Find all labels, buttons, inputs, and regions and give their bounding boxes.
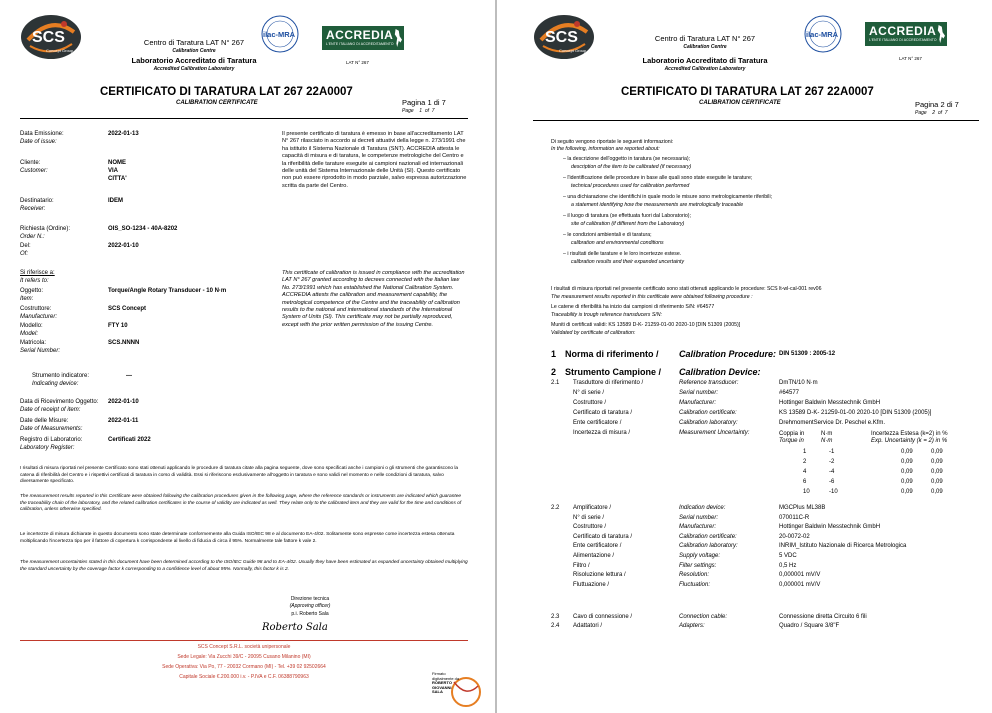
chain-en: Traceability is trough reference transducers S/N: — [551, 312, 662, 318]
page-indicator — [402, 98, 446, 107]
subsection-2-4-number: 2.4 — [551, 623, 560, 629]
refers-label: Si riferisce a: — [20, 270, 55, 276]
item-value: FTY 10 — [108, 323, 128, 329]
row-value: 0,000001 mV/V — [779, 572, 821, 579]
field-label: Cliente: — [20, 160, 41, 166]
stamp-line-2: digitalmente da — [432, 675, 460, 681]
page-sub-2: Page — [915, 110, 927, 116]
bullet-it: – le condizioni ambientali e di taratura; — [563, 232, 652, 238]
footer-line: Capitale Sociale €.200.000 i.v. - P.IVA e C.F. 06388790963 — [179, 674, 309, 680]
centre-title: Centro di Taratura LAT N° 267 — [143, 38, 245, 47]
unc-cell: 2 — [803, 459, 807, 465]
unc-cell: 0,09 — [931, 489, 943, 495]
row-value: Hottinger Baldwin Messtechnik GmbH — [779, 400, 881, 406]
lat-code: LAT N° 267 — [346, 60, 369, 65]
row-value: INRIM_Istituto Nazionale di Ricerca Metrologica — [779, 543, 907, 550]
unc-cell: 0,09 — [901, 449, 913, 455]
page-total-en-2: 7 — [944, 110, 948, 116]
row-label-en: Serial number: — [679, 390, 719, 396]
field-value: VIA — [108, 168, 119, 174]
unc-cell: -6 — [829, 479, 835, 485]
page-indicator-en-2 — [915, 110, 948, 116]
cable-value: Connessione diretta Circuito 6 fili — [779, 614, 867, 620]
cert-subtitle-2: CALIBRATION CERTIFICATE — [699, 100, 781, 106]
row-label: Amplificatore / — [573, 505, 612, 511]
page-number-en: 1 — [419, 108, 423, 114]
field-value: NOME — [108, 160, 126, 166]
ilac-mra-logo-2 — [801, 14, 845, 54]
scs-logo-sub: Concept Group — [46, 48, 74, 53]
centre-title-2: Centro di Taratura LAT N° 267 — [654, 34, 756, 43]
section-2-title: Strumento Campione / — [565, 367, 662, 377]
row-label-en: Reference transducer: — [679, 380, 739, 386]
indicator-label: Strumento indicatore: — [32, 373, 90, 379]
bullet-en: site of calibration (if different from the Laboratory) — [571, 221, 685, 227]
bullet-it: – la descrizione dell'oggetto in taratura (se necessaria); — [563, 156, 691, 162]
unc-head-nm2: N·m — [821, 438, 833, 444]
item-value: Torque/Angle Rotary Transducer - 10 N·m — [108, 288, 227, 294]
lab-title: Laboratorio Accreditato di Taratura — [131, 56, 257, 65]
subsection-2-2-number: 2.2 — [551, 505, 560, 511]
results-en: The measurement results reported in this certificate were obtained following procedure : — [551, 294, 753, 300]
page-number: 1 — [427, 98, 432, 107]
section-1-number: 1 — [551, 349, 557, 359]
section-2-number: 2 — [551, 367, 557, 377]
lab-sub: Accredited Calibration Laboratory — [153, 66, 235, 72]
row-label: Filtro / — [573, 562, 590, 569]
adapters-label: Adattatori / — [573, 623, 603, 629]
accredia-logo — [322, 26, 404, 50]
field-value: IDEM — [108, 198, 123, 204]
field-value: 2022-01-13 — [108, 131, 139, 137]
row-label-en: Measurement Uncertainty: — [679, 430, 750, 436]
valid-en: Validated by certificate of calibration: — [551, 330, 636, 336]
date-label: Registro di Laboratorio: — [20, 437, 83, 443]
indicator-value: — — [126, 373, 132, 379]
unc-cell: 4 — [803, 469, 807, 475]
unc-cell: 6 — [803, 479, 807, 485]
item-label: Costruttore: — [20, 306, 52, 312]
field-label: Data Emissione: — [20, 131, 64, 137]
accredia-tag-2: L'ENTE ITALIANO DI ACCREDITAMENTO — [869, 38, 937, 42]
cert-subtitle: CALIBRATION CERTIFICATE — [176, 100, 258, 106]
item-label-en: Model: — [20, 331, 39, 337]
row-label: N° di serie / — [573, 390, 605, 396]
stamp-text — [432, 672, 462, 695]
unc-head-torque: Torque in — [779, 438, 804, 444]
unc-cell: 10 — [803, 489, 810, 495]
row-value: 0,000001 mV/V — [779, 581, 821, 588]
bullet-it: – una dichiarazione che identifichi in quale modo le misure sono metrologicamente riferibili; — [563, 194, 773, 200]
header-rule — [20, 118, 468, 119]
uncertainty-text-it: Le incertezze di misura dichiarate in questo documento sono state determinate conformemente alla Guida ISO/IEC 98 e al documento EA-4/02. Solitamente sono espresse come incertezza estesa ottenuta moltiplicando l'incertezza tipo per il fattore di copertura k corrispondente al livello di fiducia di circa il 95%. Normalmente tale fattore k vale 2. — [20, 532, 455, 544]
accredia-tag: L'ENTE ITALIANO DI ACCREDITAMENTO — [326, 42, 394, 46]
results-text-en: The measurement results reported in this Certificate were obtained following the calibration procedures given in the following page, where the reference standards or instruments are indicated which guarantee the traceability chain of the laboratory, and the related calibration certificates in the course of validity are indicated as well. They relate only to the calibrated item and they are valid for the time and conditions of calibration, unless otherwise specified. — [20, 494, 462, 513]
footer-rule — [20, 640, 468, 641]
of-sub: of — [424, 108, 429, 114]
row-label: Costruttore / — [573, 400, 607, 406]
item-label: Modello: — [20, 323, 43, 329]
row-label-en: Serial number: — [679, 514, 719, 521]
bullet-en: technical procedures used for calibration performed — [571, 183, 690, 189]
page-total-en: 7 — [431, 108, 435, 114]
bullet-it: – il luogo di taratura (se effettuata fuori dal Laboratorio); — [563, 213, 691, 219]
indicator-label-en: Indicating device: — [32, 381, 79, 387]
date-label: Date delle Misure: — [20, 418, 69, 424]
row-label-en: Manufacturer: — [679, 524, 717, 531]
bullet-en: a statement identifying how the measurements are metrologically traceable — [571, 202, 744, 208]
scs-logo-text: SCS — [32, 29, 65, 46]
header-rule-2 — [533, 120, 979, 121]
row-label-en: Calibration laboratory: — [679, 420, 738, 426]
field-label: Destinatario: — [20, 198, 54, 204]
ilac-text: ilac-MRA — [263, 30, 296, 39]
lat-code-2: LAT N° 267 — [899, 56, 922, 61]
row-label-en: Resolution: — [679, 572, 710, 579]
row-label: Ente certificatore / — [573, 420, 622, 426]
adapters-value: Quadro / Square 3/8"F — [779, 623, 840, 629]
field-label-en: Of: — [20, 251, 29, 257]
bullet-it: – l'identificazione delle procedure in base alle quali sono state eseguite le tarature; — [563, 175, 753, 181]
accredia-name: ACCREDIA — [326, 28, 394, 42]
unc-head-inc: Incertezza Estesa (k=2) in % — [871, 431, 948, 437]
lab-sub-2: Accredited Calibration Laboratory — [664, 66, 746, 72]
row-value: Hottinger Baldwin Messtechnik GmbH — [779, 524, 881, 531]
intro-en: In the following, information are reported about: — [551, 146, 660, 152]
page-label-2: Pagina — [915, 100, 939, 109]
sign-title: Direzione tecnica — [290, 596, 330, 602]
unc-cell: 0,09 — [901, 479, 913, 485]
unc-cell: 0,09 — [931, 469, 943, 475]
chain-it: Le catene di riferibilità ha inizio dai campioni di riferimento S/N: #64577 — [551, 304, 715, 310]
row-label: Alimentazione / — [573, 553, 615, 559]
unc-cell: -1 — [829, 449, 835, 455]
unc-cell: -2 — [829, 459, 835, 465]
unc-head-coppia: Coppia in — [779, 431, 805, 437]
certificate-page-1 — [0, 0, 489, 713]
cable-label: Cavo di connessione / — [573, 614, 633, 620]
page-total: 7 — [441, 98, 446, 107]
row-label: Incertezza di misura / — [573, 430, 631, 436]
unc-cell: 0,09 — [931, 449, 943, 455]
results-it: I risultati di misura riportati nel presente certificato sono stati ottenuti applicando le procedure: SCS lt-wl-cal-001 rev06 — [551, 286, 822, 292]
centre-sub: Calibration Centre — [172, 48, 216, 54]
unc-cell: 0,09 — [901, 459, 913, 465]
row-label-en: Fluctuation: — [679, 581, 711, 588]
italy-map-icon-2 — [937, 25, 945, 43]
date-label: Data di Ricevimento Oggetto: — [20, 399, 99, 405]
cert-title-2: CERTIFICATO DI TARATURA LAT 267 22A0007 — [621, 86, 874, 98]
row-value: 0,5 Hz — [779, 562, 797, 569]
page-number-2: 2 — [940, 100, 945, 109]
item-label-en: Manufacturer: — [20, 314, 58, 320]
row-label-en: Calibration certificate: — [679, 410, 737, 416]
lab-title-2: Laboratorio Accreditato di Taratura — [642, 56, 768, 65]
item-label-en: Item: — [20, 296, 34, 302]
date-label-en: Laboratory Register: — [20, 445, 75, 451]
unc-cell: 0,09 — [901, 469, 913, 475]
unc-cell: -10 — [829, 489, 838, 495]
row-value: DmTN/10 N·m — [779, 380, 818, 386]
scs-logo-text-2: SCS — [545, 29, 578, 46]
certificate-page-2 — [503, 0, 992, 713]
accreditation-text-it: Il presente certificato di taratura è emesso in base all'accreditamento LAT N° 267 rilasciato in accordo ai decreti attuativi della legge n. 273/1991 che ha istituito il Sistema Nazionale di Taratura (SNT). ACCREDIA attesta le capacità di misura e di taratura, le competenze metrologiche del Centro e la riferibilità delle tarature eseguite ai campioni nazionali ed internazionali delle unità del Sistema Internazionale delle Unità (SI). Questo certificato non può essere riprodotto in modo parziale, salvo espressa autorizzazione scritta da parte del Centro. — [282, 131, 467, 189]
row-label-en: Calibration certificate: — [679, 533, 737, 540]
scs-logo — [20, 10, 82, 62]
signature: Roberto Sala — [262, 622, 328, 633]
refers-label-en: It refers to: — [20, 278, 49, 284]
page-sub: Page — [402, 108, 414, 114]
of-sub-2: of — [937, 110, 942, 116]
unc-head-exp: Exp. Uncertainty (k = 2) in % — [871, 438, 948, 444]
row-value: MGCPlus ML38B — [779, 505, 826, 511]
row-value: 5 VDC — [779, 553, 797, 559]
footer-line: Sede Operativa: Via Po, 77 - 20032 Cormano (MI) - Tel. +39 02 92502664 — [162, 664, 326, 670]
results-text-it: I risultati di misura riportati nel presente Certificato sono stati ottenuti applicando le procedure di taratura citate alla pagina seguente, dove sono specificati anche i campioni o gli strumenti che garantiscono la catena di riferibilità del Centro e i rispettivi certificati di taratura in corso di validità. Essi si riferiscono esclusivamente all'oggetto in taratura e sono validi nel momento e nelle condizioni di taratura, salvo diversamente specificato. — [20, 466, 459, 485]
row-label: Trasduttore di riferimento / — [573, 380, 644, 386]
item-value: SCS Concept — [108, 306, 147, 312]
page-indicator-2 — [915, 100, 959, 109]
item-label: Matricola: — [20, 340, 47, 346]
unc-cell: 1 — [803, 449, 807, 455]
sign-name: p.i. Roberto Sala — [291, 611, 329, 617]
date-value: Certificati 2022 — [108, 437, 151, 443]
field-label-en: Order N.: — [20, 234, 45, 240]
section-1-value: DIN 51309 : 2005-12 — [779, 351, 836, 357]
field-value: 2022-01-10 — [108, 243, 139, 249]
italy-map-icon — [394, 29, 402, 47]
field-label: Richiesta (Ordine): — [20, 226, 71, 232]
row-label: Risoluzione lettura / — [573, 572, 626, 579]
stamp-line-5: SALA — [432, 689, 443, 695]
row-value: 20-0072-02 — [779, 533, 810, 540]
footer-line: Sede Legale: Via Zucchi 39/C - 20095 Cusano Milanino (MI) — [177, 654, 311, 660]
field-label-en: Customer: — [20, 168, 48, 174]
cable-label-en: Connection cable: — [679, 614, 728, 620]
bullet-en: calibration results and their expanded uncertainty — [571, 259, 685, 265]
row-label: Ente certificatore / — [573, 543, 622, 550]
intro-it: Di seguito vengono riportate le seguenti informazioni: — [551, 139, 674, 145]
scs-logo-sub-2: Concept Group — [559, 48, 587, 53]
item-value: SCS.NNNN — [108, 340, 140, 346]
row-value: KS 13589 D-K- 21259-01-00 2020-10 [DIN 51309 (2005)] — [779, 410, 932, 416]
row-label: Certificato di taratura / — [573, 410, 633, 416]
accredia-name-2: ACCREDIA — [869, 24, 937, 38]
page-number-en-2: 2 — [932, 110, 936, 116]
field-value: OIS_SO-1234 - 40A-8202 — [108, 226, 178, 232]
row-label: Costruttore / — [573, 524, 607, 531]
date-value: 2022-01-11 — [108, 418, 139, 424]
row-label-en: Calibration laboratory: — [679, 543, 738, 550]
row-value: #64577 — [779, 390, 800, 396]
subsection-2-1-number: 2.1 — [551, 380, 560, 386]
field-label: Del: — [20, 243, 31, 249]
field-value: CITTA' — [108, 176, 127, 182]
of-label-2: di — [946, 100, 953, 109]
centre-sub-2: Calibration Centre — [683, 44, 727, 50]
scs-logo-2 — [533, 10, 595, 62]
valid-it: Muniti di certificati validi: KS 13589 D-K- 21259-01-00 2020-10 [DIN 51309 (2005)] — [551, 322, 741, 328]
row-label: Fluttuazione / — [573, 581, 610, 588]
item-label-en: Serial Number: — [20, 348, 61, 354]
cert-title: CERTIFICATO DI TARATURA LAT 267 22A0007 — [100, 86, 353, 98]
accreditation-text-en: This certificate of calibration is issued in compliance with the accreditation LAT N° 267 granted according to decrees connected with the Italian law No. 273/1991 which has established the National Calibration System. ACCREDIA attests the calibration and measurement capability, the metrological competence of the Centre and the traceability of calibration results to the national and international standards of the International System of Units (SI). This certificate may not be partially reproduced, except with the prior written permission of the issuing Centre. — [282, 270, 465, 328]
row-label-en: Supply voltage: — [679, 553, 721, 559]
unc-cell: 0,09 — [901, 489, 913, 495]
page-indicator-en — [402, 108, 435, 114]
ilac-text-2: ilac-MRA — [806, 30, 839, 39]
bullet-en: description of the item to be calibrated (if necessary) — [571, 164, 692, 170]
row-label: N° di serie / — [573, 514, 605, 521]
row-value: 070011C-R — [779, 514, 810, 521]
item-label: Oggetto: — [20, 288, 44, 294]
field-label-en: Date of issue: — [20, 139, 57, 145]
date-label-en: Date of receipt of item: — [20, 407, 81, 413]
page-divider — [495, 0, 497, 713]
row-value: DrehmomentService Dr. Peschel e.Kfm. — [779, 420, 886, 426]
bullet-it: – i risultati delle tarature e le loro incertezze estese. — [563, 251, 682, 257]
row-label-en: Manufacturer: — [679, 400, 717, 406]
digital-signature-stamp — [432, 668, 482, 712]
unc-cell: 0,09 — [931, 479, 943, 485]
of-label: di — [433, 98, 440, 107]
section-1-title-en: Calibration Procedure: — [679, 349, 777, 359]
adapters-label-en: Adapters: — [679, 623, 705, 629]
uncertainty-text-en: The measurement uncertainties stated in this document have been determined according to the ISO/IEC Guide 98 and to EA-4/02. Usually they have been estimated as expanded uncertainty obtained multiplying the standard uncertainty by the coverage factor k corresponding to a confidence level of about 95%. Normally, this factor k is 2. — [20, 560, 468, 572]
sign-sub: (Approving officer) — [289, 603, 331, 609]
stamp-line-3: ROBERTO — [432, 680, 452, 686]
bullet-en: calibration and environmental conditions — [571, 240, 664, 246]
page-label: Pagina — [402, 98, 426, 107]
ilac-mra-logo — [258, 14, 302, 54]
section-2-title-en: Calibration Device: — [679, 367, 761, 377]
stamp-line-4: GIOVANNI — [432, 684, 452, 690]
unc-cell: 0,09 — [931, 459, 943, 465]
accredia-logo-2 — [865, 22, 947, 46]
row-label-en: Indication device: — [679, 505, 726, 511]
footer-line: SCS Concept S.R.L. società unipersonale — [197, 644, 291, 650]
field-label-en: Receiver: — [20, 206, 46, 212]
row-label: Certificato di taratura / — [573, 533, 633, 540]
subsection-2-3-number: 2.3 — [551, 614, 560, 620]
unc-cell: -4 — [829, 469, 835, 475]
page-total-2: 7 — [954, 100, 959, 109]
date-value: 2022-01-10 — [108, 399, 139, 405]
stamp-line-1: Firmato — [432, 671, 446, 676]
unc-head-nm: N·m — [821, 431, 833, 437]
row-label-en: Filter settings: — [679, 562, 717, 569]
section-1-title: Norma di riferimento / — [565, 349, 659, 359]
date-label-en: Date of Measurements: — [20, 426, 83, 432]
